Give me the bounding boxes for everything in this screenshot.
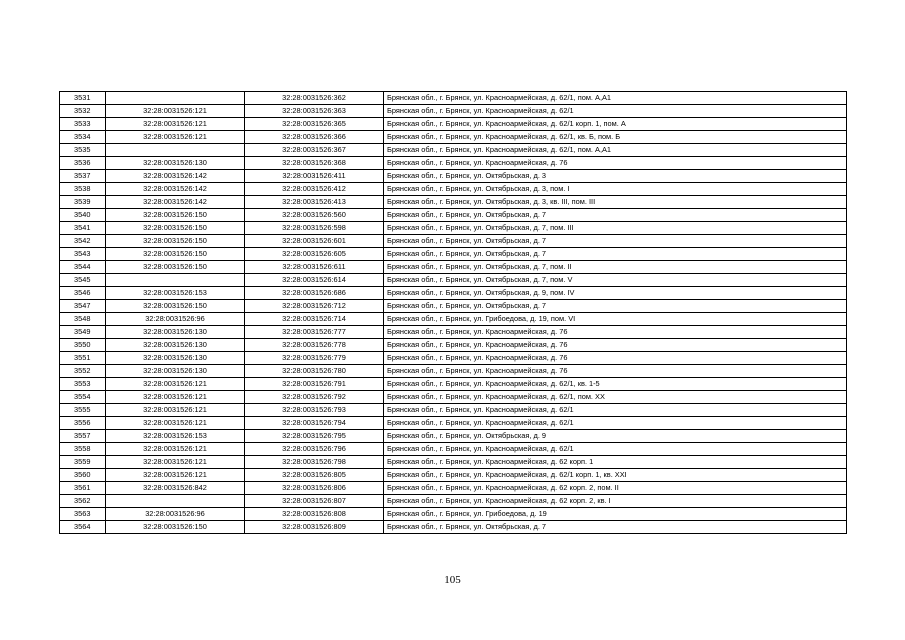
table-row: [60, 313, 847, 326]
row-number-cell: 3557: [60, 430, 106, 443]
table-row: [60, 92, 847, 105]
address-cell: Брянская обл., г. Брянск, ул. Красноармейская, д. 62 корп. 2, пом. II: [384, 482, 847, 495]
address-cell: Брянская обл., г. Брянск, ул. Красноармейская, д. 62 корп. 2, кв. I: [384, 495, 847, 508]
row-number-cell: 3541: [60, 222, 106, 235]
address-cell: Брянская обл., г. Брянск, ул. Октябрьская, д. 9, пом. IV: [384, 287, 847, 300]
row-number-cell: 3531: [60, 92, 106, 105]
table-row: [60, 443, 847, 456]
table-row: [60, 105, 847, 118]
cadastral-number-cell: 32:28:0031526:714: [245, 313, 384, 326]
address-cell: Брянская обл., г. Брянск, ул. Октябрьская, д. 7, пом. II: [384, 261, 847, 274]
address-cell: Брянская обл., г. Брянск, ул. Октябрьская, д. 3: [384, 170, 847, 183]
address-cell: Брянская обл., г. Брянск, ул. Октябрьская, д. 7, пом. III: [384, 222, 847, 235]
row-number-cell: 3537: [60, 170, 106, 183]
row-number-cell: 3532: [60, 105, 106, 118]
parent-cadastral-cell: 32:28:0031526:96: [106, 313, 245, 326]
parent-cadastral-cell: [106, 144, 245, 157]
table-row: [60, 300, 847, 313]
row-number-cell: 3550: [60, 339, 106, 352]
parent-cadastral-cell: 32:28:0031526:121: [106, 417, 245, 430]
table-row: [60, 287, 847, 300]
address-cell: Брянская обл., г. Брянск, ул. Красноармейская, д. 62/1, кв. 1-5: [384, 378, 847, 391]
table-row: [60, 209, 847, 222]
cadastral-number-cell: 32:28:0031526:365: [245, 118, 384, 131]
cadastral-number-cell: 32:28:0031526:795: [245, 430, 384, 443]
table-row: [60, 352, 847, 365]
row-number-cell: 3549: [60, 326, 106, 339]
cadastral-number-cell: 32:28:0031526:798: [245, 456, 384, 469]
table-row: [60, 365, 847, 378]
cadastral-number-cell: 32:28:0031526:777: [245, 326, 384, 339]
address-cell: Брянская обл., г. Брянск, ул. Красноармейская, д. 62 корп. 1: [384, 456, 847, 469]
row-number-cell: 3538: [60, 183, 106, 196]
cadastral-number-cell: 32:28:0031526:791: [245, 378, 384, 391]
parent-cadastral-cell: 32:28:0031526:121: [106, 469, 245, 482]
cadastral-number-cell: 32:28:0031526:779: [245, 352, 384, 365]
table-row: [60, 339, 847, 352]
cadastral-number-cell: 32:28:0031526:363: [245, 105, 384, 118]
parent-cadastral-cell: [106, 495, 245, 508]
table-row: [60, 508, 847, 521]
cadastral-number-cell: 32:28:0031526:614: [245, 274, 384, 287]
address-cell: Брянская обл., г. Брянск, ул. Красноармейская, д. 62/1: [384, 105, 847, 118]
cadastral-number-cell: 32:28:0031526:807: [245, 495, 384, 508]
address-cell: Брянская обл., г. Брянск, ул. Красноармейская, д. 62/1, кв. Б, пом. Б: [384, 131, 847, 144]
cadastral-number-cell: 32:28:0031526:796: [245, 443, 384, 456]
table-row: [60, 196, 847, 209]
address-cell: Брянская обл., г. Брянск, ул. Октябрьская, д. 7: [384, 235, 847, 248]
address-cell: Брянская обл., г. Брянск, ул. Грибоедова, д. 19: [384, 508, 847, 521]
row-number-cell: 3552: [60, 365, 106, 378]
parent-cadastral-cell: 32:28:0031526:153: [106, 430, 245, 443]
table-row: [60, 326, 847, 339]
row-number-cell: 3560: [60, 469, 106, 482]
cadastral-number-cell: 32:28:0031526:712: [245, 300, 384, 313]
row-number-cell: 3534: [60, 131, 106, 144]
parent-cadastral-cell: 32:28:0031526:150: [106, 521, 245, 534]
table-row: [60, 118, 847, 131]
row-number-cell: 3554: [60, 391, 106, 404]
table-row: [60, 521, 847, 534]
cadastral-number-cell: 32:28:0031526:780: [245, 365, 384, 378]
cadastral-number-cell: 32:28:0031526:601: [245, 235, 384, 248]
parent-cadastral-cell: 32:28:0031526:150: [106, 222, 245, 235]
parent-cadastral-cell: 32:28:0031526:150: [106, 248, 245, 261]
table-row: [60, 170, 847, 183]
address-cell: Брянская обл., г. Брянск, ул. Октябрьская, д. 9: [384, 430, 847, 443]
parent-cadastral-cell: [106, 92, 245, 105]
parent-cadastral-cell: 32:28:0031526:121: [106, 391, 245, 404]
address-cell: Брянская обл., г. Брянск, ул. Красноармейская, д. 76: [384, 326, 847, 339]
cadastral-number-cell: 32:28:0031526:793: [245, 404, 384, 417]
row-number-cell: 3551: [60, 352, 106, 365]
parent-cadastral-cell: 32:28:0031526:130: [106, 339, 245, 352]
parent-cadastral-cell: 32:28:0031526:150: [106, 261, 245, 274]
row-number-cell: 3553: [60, 378, 106, 391]
parent-cadastral-cell: 32:28:0031526:142: [106, 196, 245, 209]
table-row: [60, 469, 847, 482]
cadastral-number-cell: 32:28:0031526:413: [245, 196, 384, 209]
table-row: [60, 495, 847, 508]
address-cell: Брянская обл., г. Брянск, ул. Грибоедова, д. 19, пом. VI: [384, 313, 847, 326]
address-cell: Брянская обл., г. Брянск, ул. Красноармейская, д. 62/1, пом. А,А1: [384, 92, 847, 105]
cadastral-number-cell: 32:28:0031526:411: [245, 170, 384, 183]
row-number-cell: 3545: [60, 274, 106, 287]
parent-cadastral-cell: 32:28:0031526:121: [106, 443, 245, 456]
parent-cadastral-cell: 32:28:0031526:121: [106, 105, 245, 118]
row-number-cell: 3542: [60, 235, 106, 248]
table-row: [60, 183, 847, 196]
cadastral-number-cell: 32:28:0031526:362: [245, 92, 384, 105]
table-row: [60, 378, 847, 391]
address-cell: Брянская обл., г. Брянск, ул. Красноармейская, д. 62/1: [384, 417, 847, 430]
cadastral-table: [59, 91, 847, 534]
table-row: [60, 144, 847, 157]
row-number-cell: 3540: [60, 209, 106, 222]
row-number-cell: 3558: [60, 443, 106, 456]
parent-cadastral-cell: 32:28:0031526:121: [106, 456, 245, 469]
row-number-cell: 3546: [60, 287, 106, 300]
table-row: [60, 157, 847, 170]
row-number-cell: 3556: [60, 417, 106, 430]
parent-cadastral-cell: 32:28:0031526:150: [106, 300, 245, 313]
address-cell: Брянская обл., г. Брянск, ул. Красноармейская, д. 62/1 корп. 1, пом. А: [384, 118, 847, 131]
address-cell: Брянская обл., г. Брянск, ул. Красноармейская, д. 76: [384, 365, 847, 378]
cadastral-number-cell: 32:28:0031526:792: [245, 391, 384, 404]
address-cell: Брянская обл., г. Брянск, ул. Красноармейская, д. 62/1: [384, 443, 847, 456]
cadastral-number-cell: 32:28:0031526:806: [245, 482, 384, 495]
parent-cadastral-cell: 32:28:0031526:121: [106, 131, 245, 144]
row-number-cell: 3543: [60, 248, 106, 261]
cadastral-number-cell: 32:28:0031526:605: [245, 248, 384, 261]
parent-cadastral-cell: 32:28:0031526:130: [106, 365, 245, 378]
parent-cadastral-cell: 32:28:0031526:130: [106, 326, 245, 339]
address-cell: Брянская обл., г. Брянск, ул. Октябрьская, д. 7, пом. V: [384, 274, 847, 287]
parent-cadastral-cell: 32:28:0031526:842: [106, 482, 245, 495]
table-row: [60, 456, 847, 469]
table-row: [60, 404, 847, 417]
table-row: [60, 222, 847, 235]
cadastral-number-cell: 32:28:0031526:367: [245, 144, 384, 157]
cadastral-number-cell: 32:28:0031526:808: [245, 508, 384, 521]
cadastral-number-cell: 32:28:0031526:686: [245, 287, 384, 300]
cadastral-number-cell: 32:28:0031526:366: [245, 131, 384, 144]
address-cell: Брянская обл., г. Брянск, ул. Октябрьская, д. 3, кв. III, пом. III: [384, 196, 847, 209]
table-row: [60, 131, 847, 144]
parent-cadastral-cell: 32:28:0031526:121: [106, 378, 245, 391]
row-number-cell: 3539: [60, 196, 106, 209]
parent-cadastral-cell: 32:28:0031526:130: [106, 157, 245, 170]
address-cell: Брянская обл., г. Брянск, ул. Красноармейская, д. 62/1, пом. А,А1: [384, 144, 847, 157]
cadastral-number-cell: 32:28:0031526:611: [245, 261, 384, 274]
parent-cadastral-cell: 32:28:0031526:150: [106, 235, 245, 248]
cadastral-number-cell: 32:28:0031526:368: [245, 157, 384, 170]
parent-cadastral-cell: 32:28:0031526:130: [106, 352, 245, 365]
cadastral-number-cell: 32:28:0031526:598: [245, 222, 384, 235]
row-number-cell: 3548: [60, 313, 106, 326]
table-row: [60, 248, 847, 261]
row-number-cell: 3544: [60, 261, 106, 274]
row-number-cell: 3555: [60, 404, 106, 417]
table-row: [60, 235, 847, 248]
row-number-cell: 3562: [60, 495, 106, 508]
cadastral-number-cell: 32:28:0031526:794: [245, 417, 384, 430]
cadastral-number-cell: 32:28:0031526:805: [245, 469, 384, 482]
parent-cadastral-cell: 32:28:0031526:142: [106, 183, 245, 196]
table-row: [60, 417, 847, 430]
table-body: [60, 92, 847, 534]
parent-cadastral-cell: 32:28:0031526:121: [106, 118, 245, 131]
table-row: [60, 482, 847, 495]
parent-cadastral-cell: [106, 274, 245, 287]
address-cell: Брянская обл., г. Брянск, ул. Октябрьская, д. 3, пом. I: [384, 183, 847, 196]
row-number-cell: 3547: [60, 300, 106, 313]
row-number-cell: 3536: [60, 157, 106, 170]
address-cell: Брянская обл., г. Брянск, ул. Октябрьская, д. 7: [384, 248, 847, 261]
table-row: [60, 274, 847, 287]
parent-cadastral-cell: 32:28:0031526:150: [106, 209, 245, 222]
cadastral-number-cell: 32:28:0031526:412: [245, 183, 384, 196]
parent-cadastral-cell: 32:28:0031526:96: [106, 508, 245, 521]
row-number-cell: 3535: [60, 144, 106, 157]
cadastral-number-cell: 32:28:0031526:809: [245, 521, 384, 534]
address-cell: Брянская обл., г. Брянск, ул. Красноармейская, д. 62/1, пом. XX: [384, 391, 847, 404]
table-row: [60, 261, 847, 274]
address-cell: Брянская обл., г. Брянск, ул. Красноармейская, д. 76: [384, 339, 847, 352]
row-number-cell: 3564: [60, 521, 106, 534]
row-number-cell: 3561: [60, 482, 106, 495]
cadastral-number-cell: 32:28:0031526:778: [245, 339, 384, 352]
page-number: 105: [444, 574, 461, 586]
address-cell: Брянская обл., г. Брянск, ул. Октябрьская, д. 7: [384, 300, 847, 313]
table-row: [60, 430, 847, 443]
row-number-cell: 3559: [60, 456, 106, 469]
address-cell: Брянская обл., г. Брянск, ул. Красноармейская, д. 62/1: [384, 404, 847, 417]
address-cell: Брянская обл., г. Брянск, ул. Красноармейская, д. 62/1 корп. 1, кв. XXI: [384, 469, 847, 482]
address-cell: Брянская обл., г. Брянск, ул. Красноармейская, д. 76: [384, 352, 847, 365]
row-number-cell: 3563: [60, 508, 106, 521]
address-cell: Брянская обл., г. Брянск, ул. Октябрьская, д. 7: [384, 521, 847, 534]
parent-cadastral-cell: 32:28:0031526:153: [106, 287, 245, 300]
cadastral-number-cell: 32:28:0031526:560: [245, 209, 384, 222]
table-row: [60, 391, 847, 404]
parent-cadastral-cell: 32:28:0031526:142: [106, 170, 245, 183]
parent-cadastral-cell: 32:28:0031526:121: [106, 404, 245, 417]
address-cell: Брянская обл., г. Брянск, ул. Красноармейская, д. 76: [384, 157, 847, 170]
row-number-cell: 3533: [60, 118, 106, 131]
address-cell: Брянская обл., г. Брянск, ул. Октябрьская, д. 7: [384, 209, 847, 222]
